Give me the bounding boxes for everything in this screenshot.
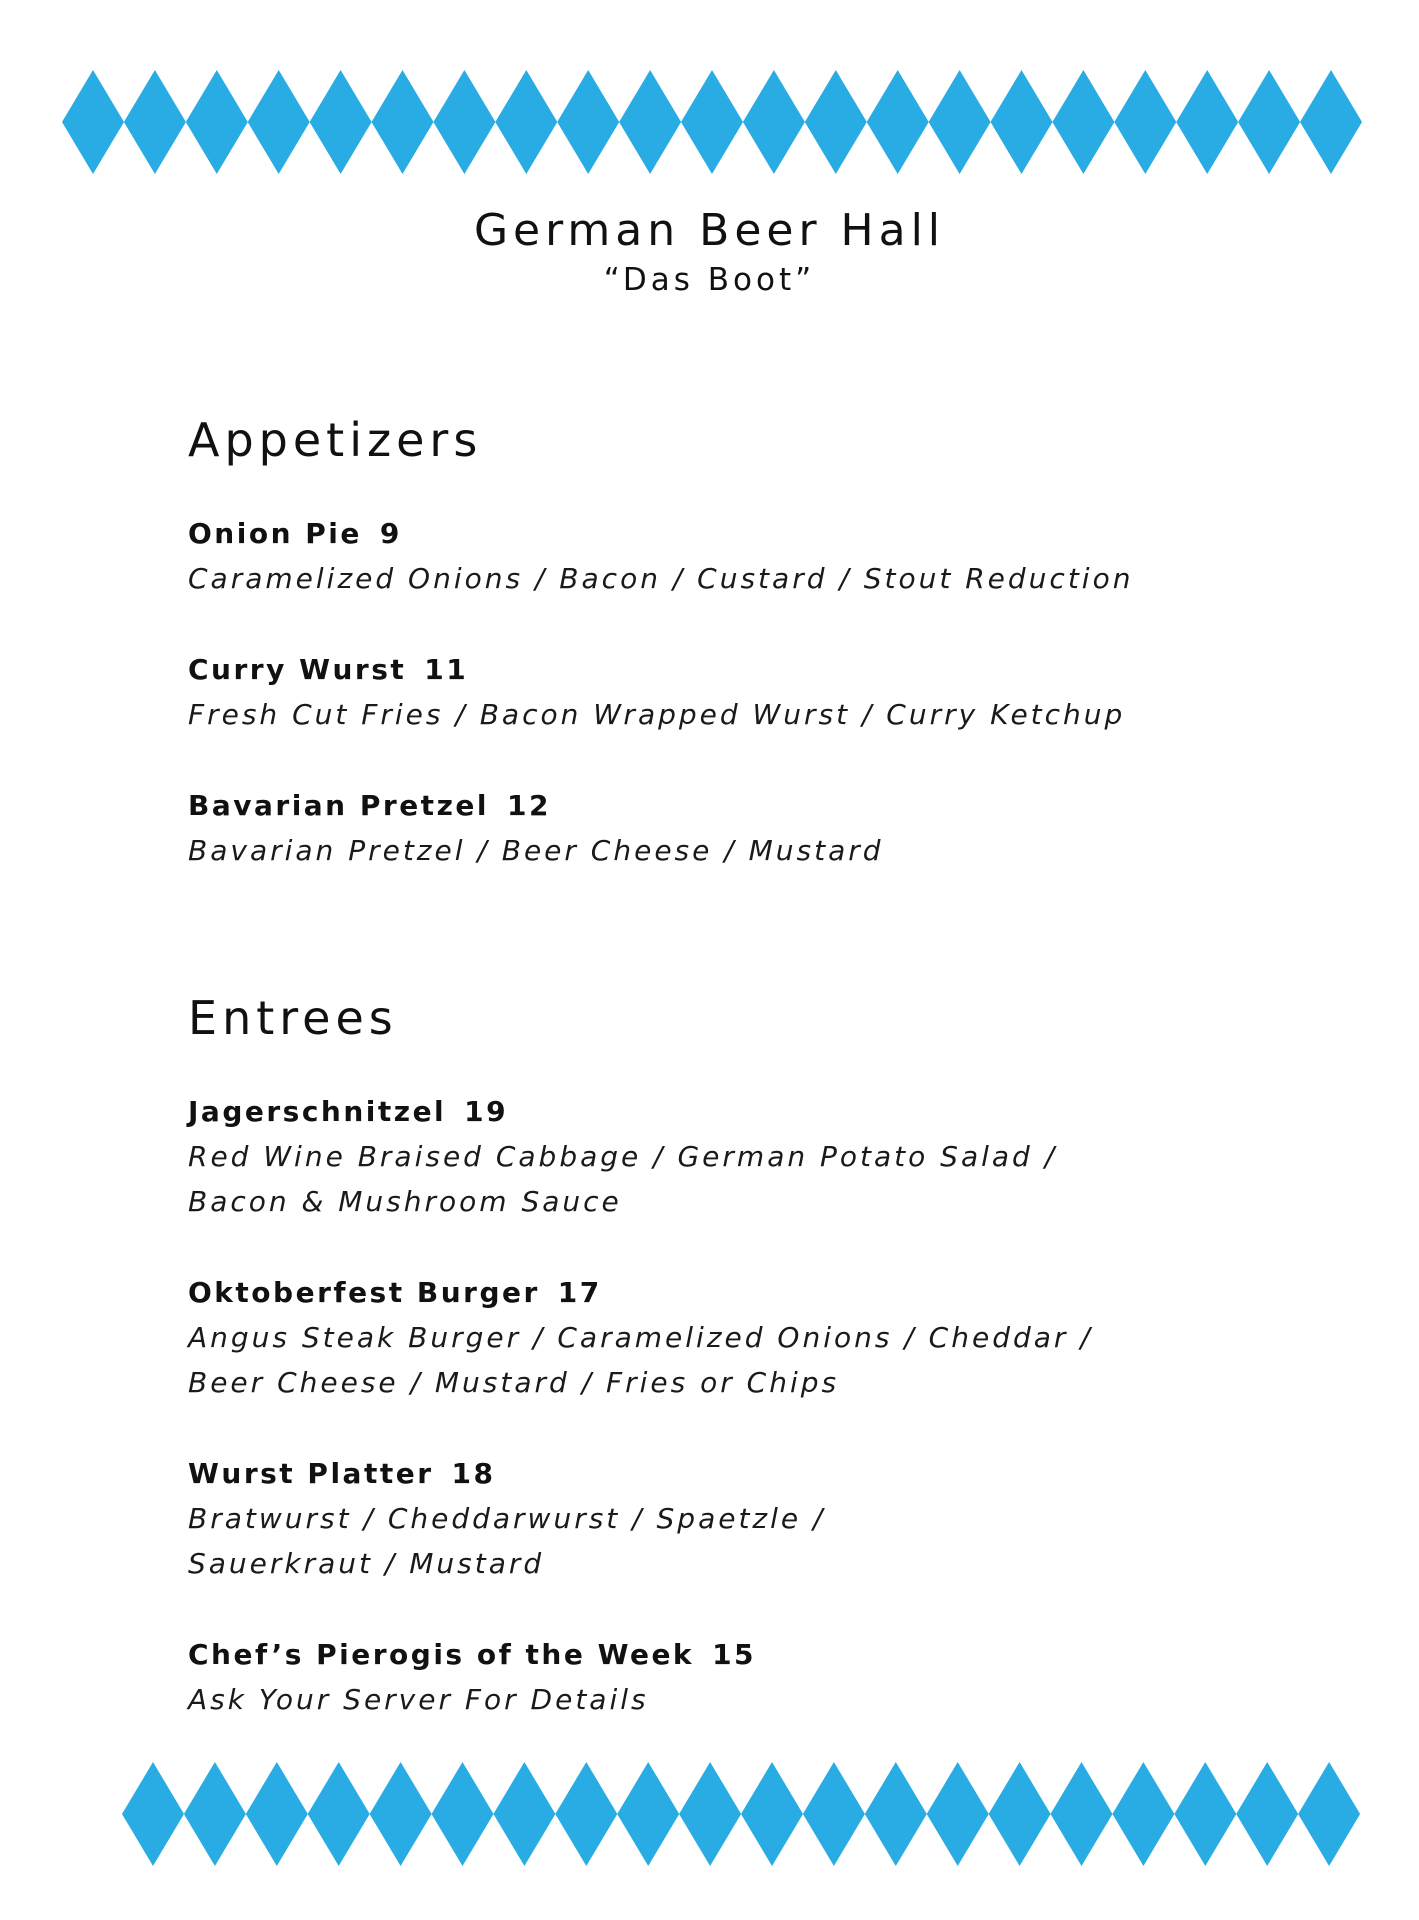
diamond-shape [186, 70, 248, 174]
diamond-shape [184, 1762, 246, 1866]
item-name: Bavarian Pretzel [188, 789, 489, 822]
diamond-shape [1174, 1762, 1236, 1866]
diamond-shape [1300, 70, 1362, 174]
menu-item-oktoberfest-burger [188, 1271, 1248, 1405]
diamond-shape [681, 70, 743, 174]
menu-item-curry-wurst [188, 648, 1248, 737]
diamond-shape [372, 70, 434, 174]
item-description: Sauerkraut / Mustard [188, 1547, 545, 1580]
item-name: Wurst Platter [188, 1457, 434, 1490]
diamond-shape [1238, 70, 1300, 174]
diamond-shape [867, 70, 929, 174]
item-price: 19 [464, 1095, 509, 1128]
item-description: Beer Cheese / Mustard / Fries or Chips [188, 1366, 840, 1399]
diamond-shape [741, 1762, 803, 1866]
diamond-shape [1176, 70, 1238, 174]
diamond-shape [1236, 1762, 1298, 1866]
diamond-border-bottom [122, 1762, 1362, 1866]
menu-item-wurst-platter [188, 1452, 1248, 1586]
item-description: Fresh Cut Fries / Bacon Wrapped Wurst / Curry Ketchup [188, 698, 1126, 731]
item-title [188, 1633, 1248, 1677]
diamond-shape [617, 1762, 679, 1866]
diamond-shape [679, 1762, 741, 1866]
item-description: Red Wine Braised Cabbage / German Potato Salad / [188, 1140, 1058, 1173]
item-name: Chef’s Pierogis of the Week [188, 1638, 695, 1671]
diamond-shape [1114, 70, 1176, 174]
diamond-shape [122, 1762, 184, 1866]
item-title [188, 1271, 1248, 1315]
item-price: 9 [379, 517, 402, 550]
diamond-shape [248, 70, 310, 174]
item-description: Ask Your Server For Details [188, 1683, 649, 1716]
diamond-shape [495, 70, 557, 174]
item-description: Bratwurst / Cheddarwurst / Spaetzle / [188, 1502, 826, 1535]
diamond-shape [991, 70, 1053, 174]
menu-item-jagerschnitzel [188, 1090, 1248, 1224]
diamond-shape [493, 1762, 555, 1866]
diamond-shape [557, 70, 619, 174]
diamond-shape [929, 70, 991, 174]
item-title [188, 1090, 1248, 1134]
item-description: Angus Steak Burger / Caramelized Onions / Cheddar / [188, 1321, 1093, 1354]
diamond-border-top [62, 70, 1362, 174]
item-name: Curry Wurst [188, 653, 407, 686]
diamond-shape [310, 70, 372, 174]
diamond-shape [308, 1762, 370, 1866]
diamond-shape [803, 1762, 865, 1866]
diamond-shape [927, 1762, 989, 1866]
menu-header [0, 204, 1419, 302]
item-name: Oktoberfest Burger [188, 1276, 540, 1309]
diamond-shape [1298, 1762, 1360, 1866]
item-title [188, 648, 1248, 692]
diamond-shape [989, 1762, 1051, 1866]
item-title [188, 1452, 1248, 1496]
diamond-shape [124, 70, 186, 174]
section-heading-entrees: Entrees [188, 991, 398, 1045]
menu-item-onion-pie [188, 512, 1248, 601]
diamond-shape [555, 1762, 617, 1866]
diamond-shape [432, 1762, 494, 1866]
menu-subtitle: “Das Boot” [603, 262, 816, 298]
diamond-shape [805, 70, 867, 174]
item-description: Caramelized Onions / Bacon / Custard / Stout Reduction [188, 562, 1134, 595]
diamond-shape [370, 1762, 432, 1866]
item-name: Onion Pie [188, 517, 362, 550]
item-title [188, 512, 1248, 556]
menu-item-bavarian-pretzel [188, 784, 1248, 873]
item-price: 11 [424, 653, 469, 686]
diamond-shape [743, 70, 805, 174]
item-description: Bavarian Pretzel / Beer Cheese / Mustard [188, 834, 884, 867]
diamond-shape [619, 70, 681, 174]
item-price: 12 [506, 789, 551, 822]
menu-item-chefs-pierogis [188, 1633, 1248, 1722]
item-price: 17 [557, 1276, 602, 1309]
item-title [188, 784, 1248, 828]
item-price: 15 [712, 1638, 757, 1671]
diamond-shape [62, 70, 124, 174]
item-name: Jagerschnitzel [188, 1095, 447, 1128]
item-description: Bacon & Mushroom Sauce [188, 1185, 622, 1218]
item-price: 18 [451, 1457, 496, 1490]
diamond-shape [1051, 1762, 1113, 1866]
section-heading-appetizers: Appetizers [188, 413, 483, 467]
diamond-shape [433, 70, 495, 174]
menu-title: German Beer Hall [473, 205, 946, 256]
diamond-shape [246, 1762, 308, 1866]
diamond-shape [865, 1762, 927, 1866]
diamond-shape [1052, 70, 1114, 174]
diamond-shape [1112, 1762, 1174, 1866]
